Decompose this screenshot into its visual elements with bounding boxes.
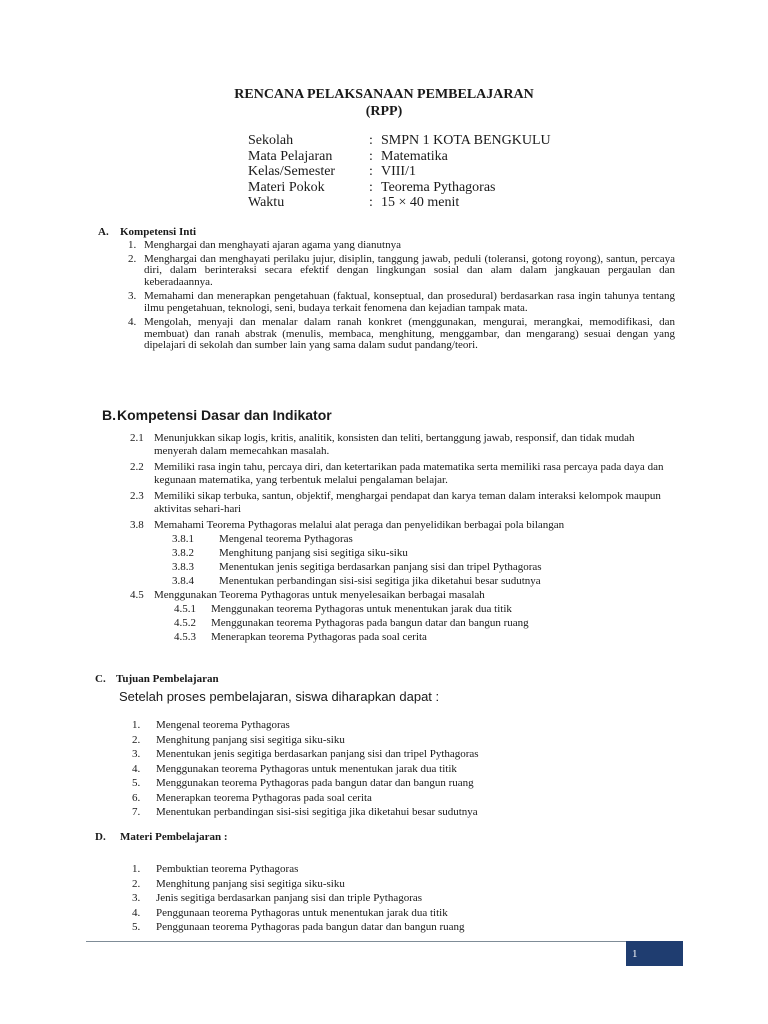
sub-number: 4.5.2: [174, 617, 196, 629]
list-item: [125, 291, 675, 314]
title-line-1: RENCANA PELAKSANAAN PEMBELAJARAN: [234, 87, 534, 102]
sub-text: Menghitung panjang sisi segitiga siku-siku: [219, 547, 408, 559]
section-b-title: Kompetensi Dasar dan Indikator: [117, 407, 332, 423]
sub-number: 4.5.3: [174, 631, 196, 643]
list-text: Menghitung panjang sisi segitiga siku-siku: [156, 877, 345, 890]
info-label: Kelas/Semester: [248, 164, 336, 179]
info-colon: :: [369, 148, 373, 164]
sub-text: Menentukan perbandingan sisi-sisi segitiga jika diketahui besar sudutnya: [219, 575, 541, 587]
section-d-letter: D.: [95, 831, 106, 843]
list-number: 3.8: [130, 519, 144, 531]
kompetensi-dasar-list: [130, 432, 670, 644]
list-item: [132, 862, 465, 877]
list-item: [132, 920, 465, 935]
section-c-title: Tujuan Pembelajaran: [116, 673, 219, 685]
list-number: 1.: [132, 719, 141, 731]
sub-item: [130, 574, 670, 588]
list-number: 3.: [132, 892, 141, 904]
section-c-heading: [95, 673, 219, 685]
list-text: Mengenal teorema Pythagoras: [156, 719, 290, 731]
section-b-heading: [102, 407, 332, 423]
list-number: 2.2: [130, 461, 144, 473]
list-text: Menerapkan teorema Pythagoras pada soal cerita: [156, 791, 372, 804]
info-label: Waktu: [248, 195, 285, 210]
title-line-2: (RPP): [365, 104, 403, 119]
list-text: Memiliki sikap terbuka, santun, objektif, menghargai pendapat dan karya teman dalam interaksi kelompok maupun aktivitas sehari-hari: [154, 490, 661, 515]
list-text: Menghitung panjang sisi segitiga siku-siku: [156, 733, 345, 746]
list-number: 4.: [132, 906, 141, 919]
list-item: [130, 432, 670, 458]
info-value: SMPN 1 KOTA BENGKULU: [381, 133, 551, 148]
list-item: [125, 317, 675, 352]
list-item: [132, 747, 479, 762]
list-number: 2.: [128, 252, 137, 265]
list-number: 5.: [132, 921, 141, 933]
sub-item: [130, 602, 670, 616]
list-item: [132, 776, 479, 791]
list-item: [125, 254, 675, 289]
sub-text: Menerapkan teorema Pythagoras pada soal cerita: [211, 631, 427, 643]
info-row-kelas-semester: [248, 164, 551, 180]
list-number: 1.: [132, 863, 141, 875]
sub-text: Mengenal teorema Pythagoras: [219, 533, 353, 545]
list-item: [132, 891, 465, 906]
list-number: 4.: [128, 316, 137, 328]
section-d-title: Materi Pembelajaran :: [120, 831, 228, 843]
list-item: [132, 805, 479, 820]
list-text: Penggunaan teorema Pythagoras pada bangun datar dan bangun ruang: [156, 921, 465, 933]
info-row-sekolah: [248, 133, 551, 149]
list-number: 3.: [132, 748, 141, 760]
list-text: Penggunaan teorema Pythagoras untuk menentukan jarak dua titik: [156, 906, 448, 919]
list-text: Menggunakan teorema Pythagoras pada bangun datar dan bangun ruang: [156, 777, 474, 789]
section-a-title: Kompetensi Inti: [120, 226, 197, 238]
list-item: [130, 461, 670, 487]
list-text: Menentukan perbandingan sisi-sisi segitiga jika diketahui besar sudutnya: [156, 806, 478, 818]
list-text: Memiliki rasa ingin tahu, percaya diri, dan ketertarikan pada matematika serta memiliki rasa percaya pada daya dan kegunaan matematika, yang terbentuk melalui pengalaman belajar.: [154, 461, 664, 486]
info-row-waktu: [248, 195, 551, 211]
list-number: 2.: [132, 877, 141, 890]
footer-divider: [86, 941, 683, 942]
sub-text: Menggunakan teorema Pythagoras pada bangun datar dan bangun ruang: [211, 617, 529, 629]
section-a-heading: [98, 226, 196, 238]
info-colon: :: [369, 164, 373, 179]
list-text: Menghargai dan menghayati perilaku jujur, disiplin, tanggung jawab, peduli (toleransi, gotong royong), santun, percaya diri, dalam berinteraksi secara efektif dengan lingkungan sosial dan alam dalam jangkauan pergaulan dan keberadaannya.: [144, 252, 675, 288]
materi-list: [132, 862, 465, 935]
sub-text: Menggunakan teorema Pythagoras untuk menentukan jarak dua titik: [211, 603, 512, 615]
list-text: Pembuktian teorema Pythagoras: [156, 863, 299, 875]
sub-number: 3.8.2: [172, 547, 194, 559]
info-label: Sekolah: [248, 133, 294, 148]
info-value: 15 × 40 menit: [381, 195, 460, 210]
kompetensi-inti-list: [125, 240, 675, 352]
list-number: 2.1: [130, 432, 144, 444]
info-value: Teorema Pythagoras: [381, 179, 496, 195]
list-number: 6.: [132, 791, 141, 804]
sub-number: 4.5.1: [174, 603, 196, 615]
section-d-heading: [95, 831, 228, 843]
info-row-mata-pelajaran: [248, 149, 551, 165]
list-item: [132, 877, 465, 892]
list-text: Menghargai dan menghayati ajaran agama yang dianutnya: [144, 239, 401, 251]
list-text: Jenis segitiga berdasarkan panjang sisi dan triple Pythagoras: [156, 892, 423, 904]
list-text: Memahami dan menerapkan pengetahuan (faktual, konseptual, dan prosedural) berdasarkan rasa ingin tahunya tentang ilmu pengetahuan, teknologi, seni, budaya terkait fenomena dan kejadian tampak mata.: [144, 290, 675, 314]
tujuan-list: [132, 718, 479, 820]
section-c-letter: C.: [95, 673, 106, 685]
list-number: 5.: [132, 777, 141, 789]
info-value: Matematika: [381, 148, 448, 164]
list-item: [130, 589, 670, 602]
list-item: [132, 718, 479, 733]
list-number: 4.: [132, 762, 141, 775]
document-title: [0, 86, 768, 120]
info-colon: :: [369, 133, 373, 148]
info-row-materi-pokok: [248, 180, 551, 196]
sub-text: Menentukan jenis segitiga berdasarkan panjang sisi dan tripel Pythagoras: [219, 561, 542, 573]
list-text: Menunjukkan sikap logis, kritis, analitik, konsisten dan teliti, bertanggung jawab, responsif, dan tidak mudah menyerah dalam memecahkan masalah.: [154, 432, 635, 457]
sub-item: [130, 532, 670, 546]
section-b-letter: B.: [102, 407, 116, 423]
list-text: Menggunakan teorema Pythagoras untuk menentukan jarak dua titik: [156, 762, 457, 775]
list-item: [132, 906, 465, 921]
sub-number: 3.8.3: [172, 561, 194, 573]
info-colon: :: [369, 179, 373, 195]
list-text: Mengolah, menyaji dan menalar dalam ranah konkret (menggunakan, mengurai, merangkai, memodifikasi, dan membuat) dan ranah abstrak (menulis, membaca, menghitung, menggambar, dan mengarang) sesuai dengan yang dipelajari di sekolah dan sumber lain yang sama dalam sudut pandang/teori.: [144, 316, 675, 351]
list-text: Menentukan jenis segitiga berdasarkan panjang sisi dan tripel Pythagoras: [156, 748, 479, 760]
sub-number: 3.8.1: [172, 533, 194, 545]
section-c-intro: Setelah proses pembelajaran, siswa diharapkan dapat :: [119, 689, 440, 704]
list-number: 1.: [128, 239, 137, 251]
page-number-badge: 1: [626, 941, 683, 966]
sub-item: [130, 546, 670, 560]
info-value: VIII/1: [381, 164, 416, 179]
sub-item: [130, 616, 670, 630]
list-text: Menggunakan Teorema Pythagoras untuk menyelesaikan berbagai masalah: [154, 589, 485, 601]
list-item: [130, 519, 670, 532]
list-number: 4.5: [130, 589, 144, 601]
identity-table: [248, 133, 551, 211]
info-colon: :: [369, 195, 373, 210]
list-item: [132, 733, 479, 748]
info-label: Materi Pokok: [248, 179, 325, 195]
list-number: 2.: [132, 733, 141, 746]
sub-item: [130, 630, 670, 644]
list-number: 3.: [128, 290, 137, 302]
list-item: [132, 791, 479, 806]
info-label: Mata Pelajaran: [248, 148, 333, 164]
list-item: [125, 240, 675, 252]
sub-item: [130, 560, 670, 574]
list-number: 7.: [132, 806, 141, 818]
list-number: 2.3: [130, 490, 144, 502]
sub-number: 3.8.4: [172, 575, 194, 587]
section-a-letter: A.: [98, 226, 109, 238]
list-item: [130, 490, 670, 516]
list-item: [132, 762, 479, 777]
list-text: Memahami Teorema Pythagoras melalui alat peraga dan penyelidikan berbagai pola bilangan: [154, 519, 565, 531]
